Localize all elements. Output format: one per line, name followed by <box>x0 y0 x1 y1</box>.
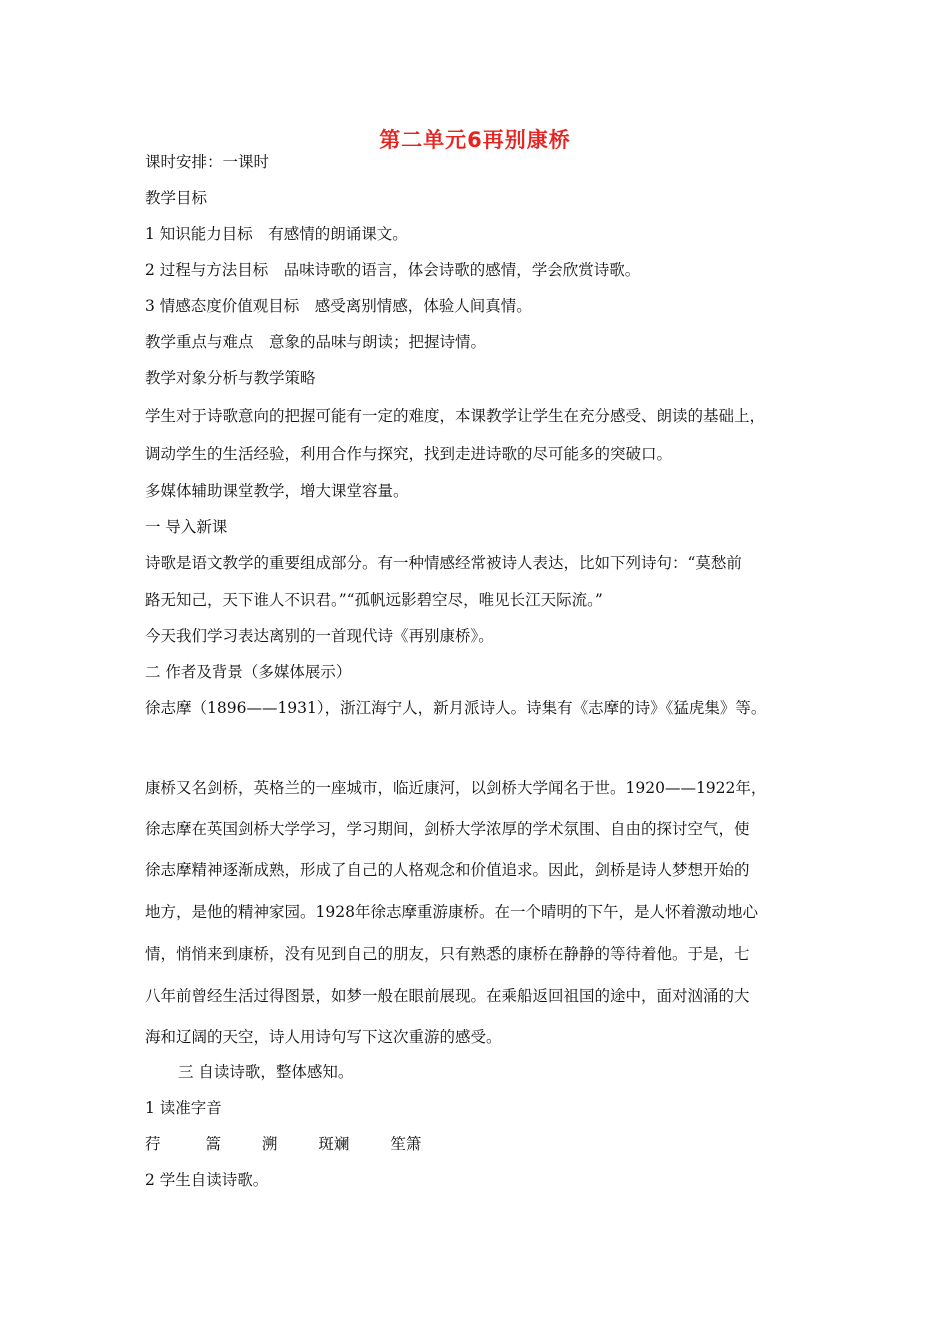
vocab-item: 斑斓 <box>318 1135 350 1153</box>
author-line: 徐志摩（1896——1931），浙江海宁人，新月派诗人。诗集有《志摩的诗》《猛虎集》等。 <box>145 699 767 717</box>
background-para-1: 康桥又名剑桥，英格兰的一座城市，临近康河，以剑桥大学闻名于世。1920——1922年， <box>145 779 767 797</box>
analysis-para-2: 调动学生的生活经验，利用合作与探究，找到走进诗歌的尽可能多的突破口。 <box>145 445 673 463</box>
pronunciation-heading: 1 读准字音 <box>145 1099 222 1117</box>
vocab-item: 荇 <box>145 1135 161 1153</box>
class-hours-line: 课时安排：一课时 <box>145 153 270 171</box>
multimedia-line: 多媒体辅助课堂教学，增大课堂容量。 <box>145 482 409 500</box>
section-3-heading: 三 自读诗歌，整体感知。 <box>178 1063 354 1081</box>
self-reading-line: 2 学生自读诗歌。 <box>145 1171 269 1189</box>
analysis-para-1: 学生对于诗歌意向的把握可能有一定的难度，本课教学让学生在充分感受、朗读的基础上， <box>145 407 766 425</box>
background-para-2: 徐志摩在英国剑桥大学学习，学习期间，剑桥大学浓厚的学术氛围、自由的探讨空气，使 <box>145 820 750 838</box>
analysis-heading: 教学对象分析与教学策略 <box>145 369 316 387</box>
vocab-row <box>145 1134 421 1154</box>
section-2-heading: 二 作者及背景（多媒体展示） <box>145 663 352 681</box>
intro-para-3: 今天我们学习表达离别的一首现代诗《再别康桥》。 <box>145 627 494 645</box>
vocab-item: 笙箫 <box>390 1135 422 1153</box>
document-title: 第二单元6再别康桥 <box>379 128 571 152</box>
section-1-heading: 一 导入新课 <box>145 518 228 536</box>
intro-para-2: 路无知己，天下谁人不识君。”“孤帆远影碧空尽，唯见长江天际流。” <box>145 591 603 609</box>
teaching-goals-heading: 教学目标 <box>145 189 208 207</box>
background-para-3: 徐志摩精神逐渐成熟，形成了自己的人格观念和价值追求。因此，剑桥是诗人梦想开始的 <box>145 861 750 879</box>
background-para-4: 地方，是他的精神家园。1928年徐志摩重游康桥。在一个晴明的下午，是人怀着激动地心 <box>145 903 758 921</box>
background-para-6: 八年前曾经生活过得图景，如梦一般在眼前展现。在乘船返回祖国的途中，面对汹涌的大 <box>145 987 750 1005</box>
background-para-7: 海和辽阔的天空，诗人用诗句写下这次重游的感受。 <box>145 1028 502 1046</box>
goal-1: 1 知识能力目标 有感情的朗诵课文。 <box>145 225 408 243</box>
intro-para-1: 诗歌是语文教学的重要组成部分。有一种情感经常被诗人表达，比如下列诗句：“莫愁前 <box>145 554 742 572</box>
key-points-line: 教学重点与难点 意象的品味与朗读；把握诗情。 <box>145 333 487 351</box>
vocab-item: 溯 <box>261 1135 278 1153</box>
goal-3: 3 情感态度价值观目标 感受离别情感，体验人间真情。 <box>145 297 532 315</box>
goal-2: 2 过程与方法目标 品味诗歌的语言，体会诗歌的感情，学会欣赏诗歌。 <box>145 261 641 279</box>
vocab-item: 篙 <box>205 1135 221 1153</box>
background-para-5: 情，悄悄来到康桥，没有见到自己的朋友，只有熟悉的康桥在静静的等待着他。于是，七 <box>145 945 750 963</box>
